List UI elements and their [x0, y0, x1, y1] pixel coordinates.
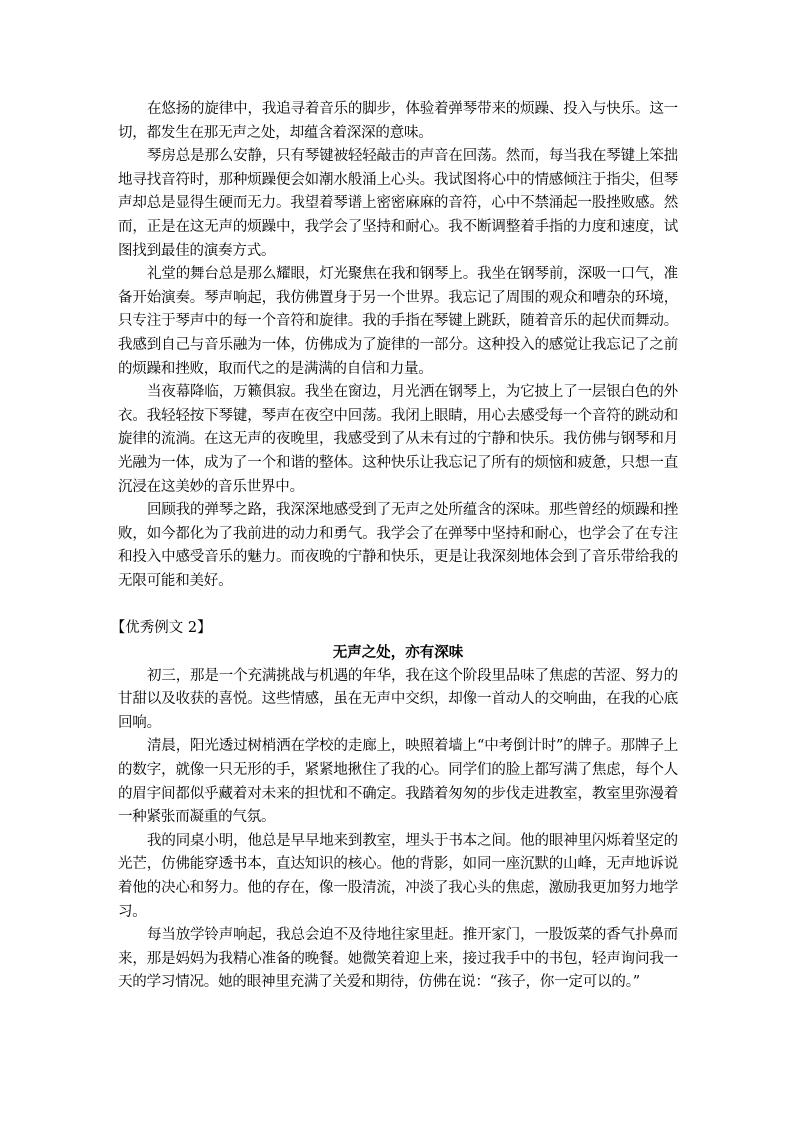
essay2-paragraph-2: 清晨，阳光透过树梢洒在学校的走廊上，映照着墙上“中考倒计时”的牌子。那牌子上的数字，就像一只无形的手，紧紧地揪住了我的心。同学们的脸上都写满了焦虑，每个人的眉宇间都似乎藏着对未来的担忧和不确定。我踏着匆匆的步伐走进教室，教室里弥漫着一种紧张而凝重的气氛。 [118, 738, 678, 826]
essay2-paragraph-4: 每当放学铃声响起，我总会迫不及待地往家里赶。推开家门，一股饭菜的香气扑鼻而来，那是妈妈为我精心准备的晚餐。她微笑着迎上来，接过我手中的书包，轻声询问我一天的学习情况。她的眼神里充满了关爱和期待，仿佛在说：“孩子，你一定可以的。” [118, 927, 678, 991]
essay1-paragraph-2: 琴房总是那么安静，只有琴键被轻轻敲击的声音在回荡。然而，每当我在琴键上笨拙地寻找音符时，那种烦躁便会如潮水般涌上心头。我试图将心中的情感倾注于指尖，但琴声却总是显得生硬而无力。我望着琴谱上密密麻麻的音符，心中不禁涌起一股挫败感。然而，正是在这无声的烦躁中，我学会了坚持和耐心。我不断调整着手指的力度和速度，试图找到最佳的演奏方式。 [118, 148, 678, 259]
section-label: 【优秀例文 2】 [110, 620, 212, 637]
essay1-paragraph-4: 当夜幕降临，万籁俱寂。我坐在窗边，月光洒在钢琴上，为它披上了一层银白色的外衣。我轻轻按下琴键，琴声在夜空中回荡。我闭上眼睛，用心去感受每一个音符的跳动和旋律的流淌。在这无声的夜晚里，我感受到了从未有过的宁静和快乐。我仿佛与钢琴和月光融为一体，成为了一个和谐的整体。这种快乐让我忘记了所有的烦恼和疲惫，只想一直沉浸在这美妙的音乐世界中。 [118, 384, 678, 495]
essay2-paragraph-1: 初三，那是一个充满挑战与机遇的年华，我在这个阶段里品味了焦虑的苦涩、努力的甘甜以及收获的喜悦。这些情感，虽在无声中交织，却像一首动人的交响曲，在我的心底回响。 [118, 667, 678, 731]
essay1-paragraph-1: 在悠扬的旋律中，我追寻着音乐的脚步，体验着弹琴带来的烦躁、投入与快乐。这一切，都发生在那无声之处，却蕴含着深深的意味。 [118, 101, 678, 141]
essay2-paragraph-3: 我的同桌小明，他总是早早地来到教室，埋头于书本之间。他的眼神里闪烁着坚定的光芒，仿佛能穿透书本，直达知识的核心。他的背影，如同一座沉默的山峰，无声地诉说着他的决心和努力。他的存在，像一股清流，冲淡了我心头的焦虑，激励我更加努力地学习。 [118, 832, 678, 920]
section-spacer [118, 593, 678, 617]
essay1-paragraph-5: 回顾我的弹琴之路，我深深地感受到了无声之处所蕴含的深味。那些曾经的烦躁和挫败，如今都化为了我前进的动力和勇气。我学会了在弹琴中坚持和耐心，也学会了在专注和投入中感受音乐的魅力。而夜晚的宁静和快乐，更是让我深刻地体会到了音乐带给我的无限可能和美好。 [118, 502, 678, 589]
essay2-title: 无声之处，亦有深味 [332, 644, 464, 662]
document-content [110, 98, 678, 995]
essay1-paragraph-3: 礼堂的舞台总是那么耀眼，灯光聚焦在我和钢琴上。我坐在钢琴前，深吸一口气，准备开始演奏。琴声响起，我仿佛置身于另一个世界。我忘记了周围的观众和嘈杂的环境，只专注于琴声中的每一个音符和旋律。我的手指在琴键上跳跃，随着音乐的起伏而舞动。我感到自己与音乐融为一体，仿佛成为了旋律的一部分。这种投入的感觉让我忘记了之前的烦躁和挫败，取而代之的是满满的自信和力量。 [118, 266, 678, 377]
